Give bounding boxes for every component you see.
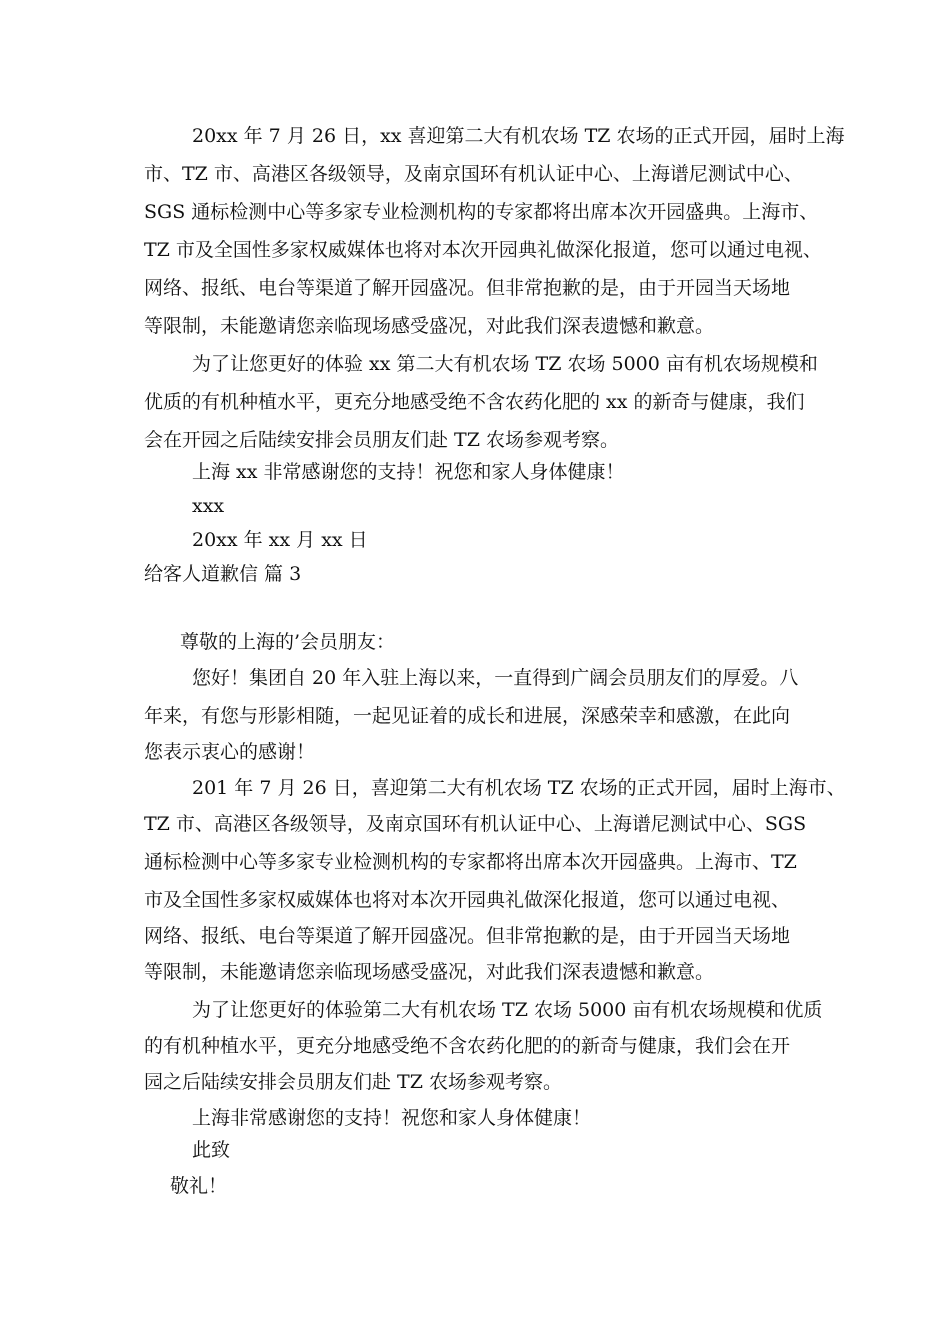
letter2-p2-line: 201 年 7 月 26 日，喜迎第二大有机农场 TZ 农场的正式开园，届时上海市、 — [192, 777, 846, 799]
letter2-p1-line: 您好！集团自 20 年入驻上海以来，一直得到广阔会员朋友们的厚爱。八 — [192, 667, 799, 689]
letter2-salutation: 尊敬的上海的’会员朋友： — [180, 631, 396, 653]
letter2-p1-line: 年来，有您与形影相随，一起见证着的成长和进展，深感荣幸和感激，在此向 — [144, 705, 791, 727]
letter1-signature: xxx — [192, 495, 225, 517]
letter1-p1-line: SGS 通标检测中心等多家专业检测机构的专家都将出席本次开园盛典。上海市、 — [144, 201, 819, 223]
letter2-thanks: 上海非常感谢您的支持！祝您和家人身体健康！ — [192, 1107, 592, 1129]
letter1-p1-line: 等限制，未能邀请您亲临现场感受盛况，对此我们深表遗憾和歉意。 — [144, 315, 715, 337]
letter2-p2-line: TZ 市、高港区各级领导，及南京国环有机认证中心、上海谱尼测试中心、SGS — [144, 813, 807, 835]
letter1-p1-line: 20xx 年 7 月 26 日，xx 喜迎第二大有机农场 TZ 农场的正式开园，届时上海 — [192, 125, 845, 147]
letter2-p1-line: 您表示衷心的感谢！ — [144, 741, 316, 763]
letter2-closing-salute: 敬礼！ — [170, 1175, 228, 1197]
letter2-p2-line: 网络、报纸、电台等渠道了解开园盛况。但非常抱歉的是，由于开园当天场地 — [144, 925, 791, 947]
letter2-p3-line: 的有机种植水平，更充分地感受绝不含农药化肥的的新奇与健康，我们会在开 — [144, 1035, 791, 1057]
letter2-p3-line: 为了让您更好的体验第二大有机农场 TZ 农场 5000 亩有机农场规模和优质 — [192, 999, 823, 1021]
letter1-p1-line: 市、TZ 市、高港区各级领导，及南京国环有机认证中心、上海谱尼测试中心、 — [144, 163, 803, 185]
letter2-p3-line: 园之后陆续安排会员朋友们赴 TZ 农场参观考察。 — [144, 1071, 562, 1093]
section-title: 给客人道歉信 篇 3 — [144, 563, 302, 585]
letter2-p2-line: 等限制，未能邀请您亲临现场感受盛况，对此我们深表遗憾和歉意。 — [144, 961, 715, 983]
letter2-p2-line: 通标检测中心等多家专业检测机构的专家都将出席本次开园盛典。上海市、TZ — [144, 851, 797, 873]
letter1-p2-line: 优质的有机种植水平，更充分地感受绝不含农药化肥的 xx 的新奇与健康，我们 — [144, 391, 805, 413]
letter2-p2-line: 市及全国性多家权威媒体也将对本次开园典礼做深化报道，您可以通过电视、 — [144, 889, 791, 911]
letter1-date: 20xx 年 xx 月 xx 日 — [192, 529, 368, 551]
letter1-p1-line: TZ 市及全国性多家权威媒体也将对本次开园典礼做深化报道，您可以通过电视、 — [144, 239, 822, 261]
letter2-closing-regards: 此致 — [192, 1139, 231, 1161]
letter1-p2-line: 为了让您更好的体验 xx 第二大有机农场 TZ 农场 5000 亩有机农场规模和 — [192, 353, 818, 375]
letter1-p1-line: 网络、报纸、电台等渠道了解开园盛况。但非常抱歉的是，由于开园当天场地 — [144, 277, 791, 299]
letter1-thanks: 上海 xx 非常感谢您的支持！祝您和家人身体健康！ — [192, 461, 625, 483]
letter1-p2-line: 会在开园之后陆续安排会员朋友们赴 TZ 农场参观考察。 — [144, 429, 619, 451]
